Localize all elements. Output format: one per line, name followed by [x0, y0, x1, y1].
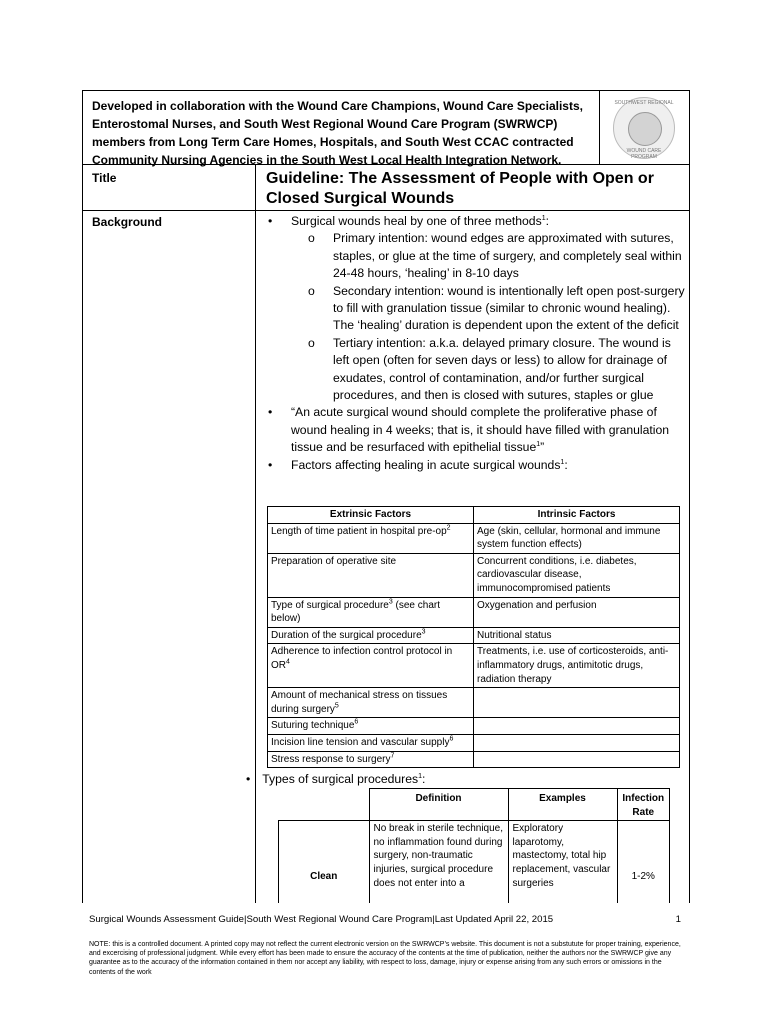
- table-row: Incision line tension and vascular supply$^6$: [268, 734, 680, 751]
- disclaimer-note: NOTE: this is a controlled document. A printed copy may not reflect the current electronic version on the SWRWCP’s website. This document is not a substutute for proper training, experience, and excercising of professional judgment. While every effort has been made to ensure the accuracy of the contents at the time of publication, neither the authors nor the SWRWCP give any guarantee as to the accuracy of the information contained in them nor accept any liability, with respect to loss, damage, injury or expense arising from any such errors or omissions in the contents of the work: [89, 941, 681, 976]
- swrwcp-logo: [613, 97, 675, 159]
- table-row: Suturing technique$^6$: [268, 718, 680, 735]
- title-label: Title: [92, 171, 117, 185]
- table-row: Clean No break in sterile technique, no inflammation found during surgery, non-traumatic injuries, surgical procedure does not enter into a Exploratory laparotomy, mastectomy, total hip replacement, vascular surgeries 1-2%: [279, 821, 670, 933]
- intrinsic-header: Intrinsic Factors: [474, 507, 680, 524]
- sub-secondary-intention: o Secondary intention: wound is intentionally left open post-surgery to fill with granulation tissue (similar to chronic wound healing). The ‘healing’ duration is dependent upon the extent of the deficit: [308, 283, 685, 333]
- logo-cell: [599, 91, 690, 165]
- background-content: [266, 213, 686, 474]
- table-row: Amount of mechanical stress on tissues during surgery$^5$: [268, 688, 680, 718]
- extrinsic-header: Extrinsic Factors: [268, 507, 474, 524]
- logo-top-text: SOUTHWEST REGIONAL: [614, 100, 674, 106]
- bullet-factors: • Factors affecting healing in acute surgical wounds$^1$:: [268, 457, 568, 472]
- bullet-acute-wound-quote: • “An acute surgical wound should complete the proliferative phase of wound healing in 4 weeks; that is, it should have filled with granulation tissue and be resurfaced with epithelial tissue$^1$”: [268, 405, 670, 455]
- header-row: [83, 91, 689, 165]
- table-row: Stress response to surgery$^7$: [268, 751, 680, 768]
- definition-header: Definition: [369, 789, 508, 821]
- infection-rate-header: Infection Rate: [617, 789, 670, 821]
- column-divider: [255, 211, 256, 931]
- guideline-title: Guideline: The Assessment of People with Open or Closed Surgical Wounds: [266, 170, 654, 207]
- table-row: Duration of the surgical procedure$^3$ Nutritional status: [268, 627, 680, 644]
- title-row: [83, 165, 689, 211]
- background-label: Background: [92, 215, 163, 229]
- bullet-procedure-types: • Types of surgical procedures$^1$:: [246, 772, 426, 786]
- logo-center-icon: [628, 112, 662, 146]
- bullet-healing-methods: • Surgical wounds heal by one of three methods$^1$:: [268, 214, 549, 228]
- footer-text: Surgical Wounds Assessment Guide|South West Regional Wound Care Program|Last Updated April 22, 2015: [89, 914, 554, 925]
- collaboration-text: Developed in collaboration with the Wound Care Champions, Wound Care Specialists, Enterostomal Nurses, and South West Regional Wound Care Program (SWRWCP) members from Long Term Care Homes, Hospitals, and South West CCAC contracted Community Nursing Agencies in the South West Local Health Integration Network.: [92, 99, 583, 167]
- column-divider: [255, 165, 256, 210]
- table-row: Length of time patient in hospital pre-$op^2$ Age (skin, cellular, hormonal and immune system function effects): [268, 523, 680, 553]
- clean-label: Clean: [279, 821, 370, 933]
- healing-factors-table: [267, 506, 680, 768]
- page-number: 1: [675, 914, 681, 925]
- table-row: Preparation of operative site Concurrent conditions, i.e. diabetes, cardiovascular disease, immunocompromised patients: [268, 553, 680, 597]
- table-row: Adherence to infection control protocol in $OR^4$ Treatments, i.e. use of corticosteroids, anti-inflammatory drugs, antimitotic drugs, radiation therapy: [268, 644, 680, 688]
- examples-header: Examples: [508, 789, 617, 821]
- logo-bottom-text: WOUND CARE PROGRAM: [626, 148, 662, 160]
- sub-tertiary-intention: o Tertiary intention: a.k.a. delayed primary closure. The wound is left open (often for seven days or less) to allow for drainage of exudates, control of contamination, and/or further surgical procedures, and then is closed with sutures, staples or glue: [308, 335, 671, 403]
- sub-primary-intention: o Primary intention: wound edges are approximated with sutures, staples, or glue at the time of surgery, and completely seal within 24-48 hours, ‘healing’ in 8-10 days: [308, 231, 682, 281]
- table-row: Type of surgical procedure$^3$ (see chart below) Oxygenation and perfusion: [268, 597, 680, 627]
- page-footer: [89, 914, 681, 925]
